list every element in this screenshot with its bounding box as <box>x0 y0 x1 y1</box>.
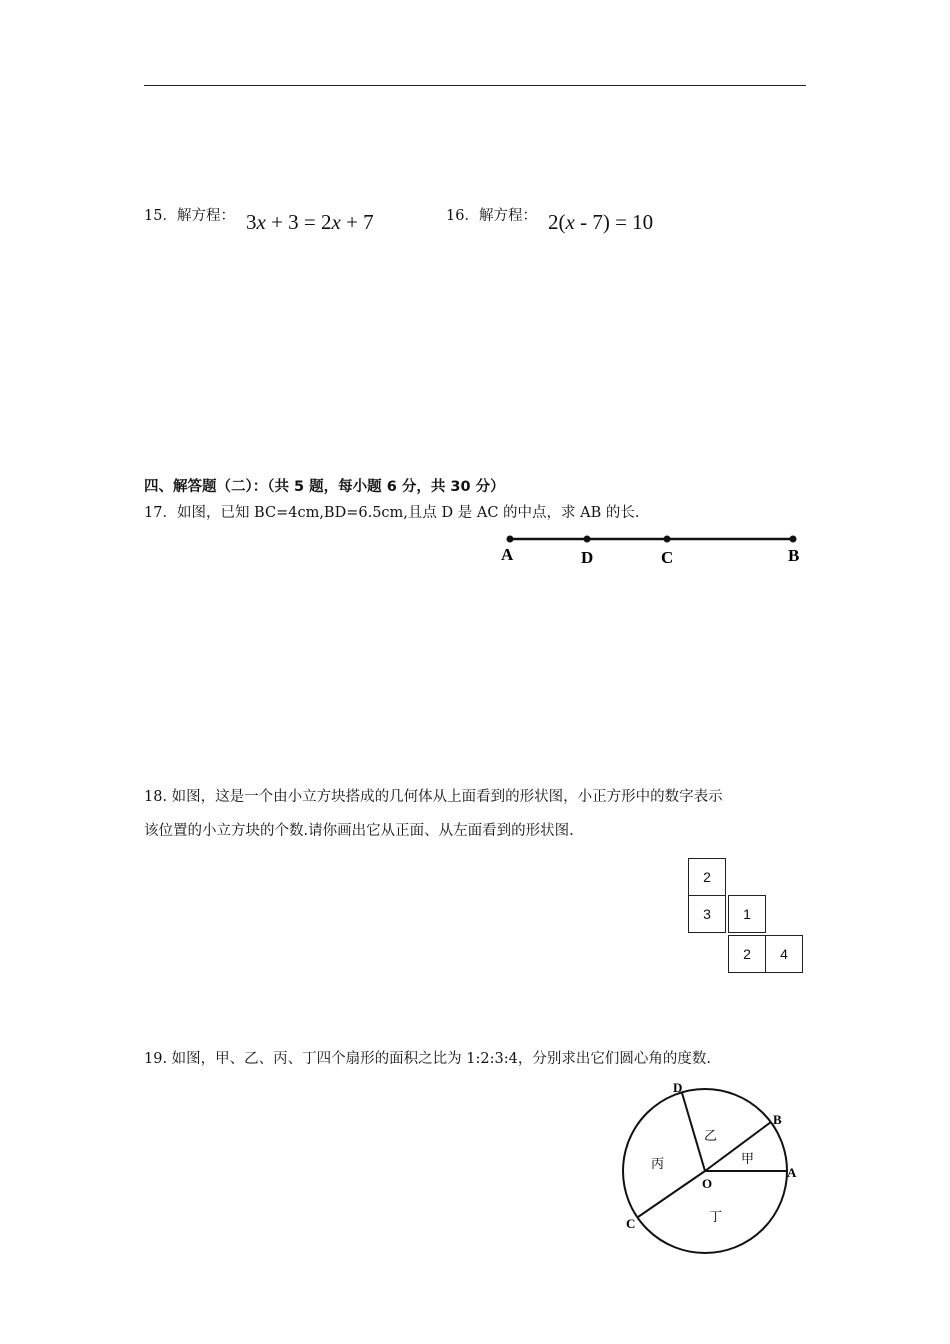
sector-jia: 甲 <box>741 1151 755 1166</box>
segment-diagram <box>490 528 810 573</box>
q15-label: 15．解方程： <box>144 208 235 224</box>
label-o: O <box>702 1176 713 1191</box>
grid-cell: 2 <box>728 935 766 973</box>
label-d: D <box>581 548 594 567</box>
label-b: B <box>788 546 800 565</box>
sector-bing: 丙 <box>651 1156 665 1171</box>
q16-label: 16．解方程： <box>446 208 537 224</box>
label-d: D <box>673 1080 683 1095</box>
label-b: B <box>773 1112 782 1127</box>
q19-text: 19. 如图，甲、乙、丙、丁四个扇形的面积之比为 1:2:3:4，分别求出它们圆心角的度数. <box>144 1051 711 1067</box>
point-a <box>507 536 514 543</box>
point-d <box>584 536 591 543</box>
label-a: A <box>501 545 514 564</box>
label-a: A <box>787 1165 797 1180</box>
q16-equation: 2(x - 7) = 10 <box>548 210 654 234</box>
grid-cell: 3 <box>688 895 726 933</box>
top-view-grid <box>688 858 806 978</box>
sector-ding: 丁 <box>709 1209 723 1224</box>
grid-cell: 1 <box>728 895 766 933</box>
q18-line1: 18. 如图，这是一个由小立方块搭成的几何体从上面看到的形状图，小正方形中的数字表示 <box>144 789 723 805</box>
grid-cell: 4 <box>765 935 803 973</box>
q17-text: 17．如图，已知 BC=4cm,BD=6.5cm,且点 D 是 AC 的中点，求 AB 的长. <box>144 505 640 521</box>
point-b <box>790 536 797 543</box>
radius-od <box>682 1093 705 1171</box>
header-rule <box>144 85 806 86</box>
circle-diagram <box>615 1078 805 1258</box>
label-c: C <box>661 548 674 567</box>
grid-cell: 2 <box>688 858 726 896</box>
q18-line2: 该位置的小立方块的个数.请你画出它从正面、从左面看到的形状图. <box>144 823 574 839</box>
section-heading: 四、解答题（二）：（共 5 题，每小题 6 分，共 30 分） <box>144 479 505 495</box>
label-c: C <box>626 1216 636 1231</box>
sector-yi: 乙 <box>704 1128 718 1143</box>
point-c <box>664 536 671 543</box>
q15-equation: 3x + 3 = 2x + 7 <box>246 210 374 234</box>
radius-oc <box>638 1171 705 1217</box>
